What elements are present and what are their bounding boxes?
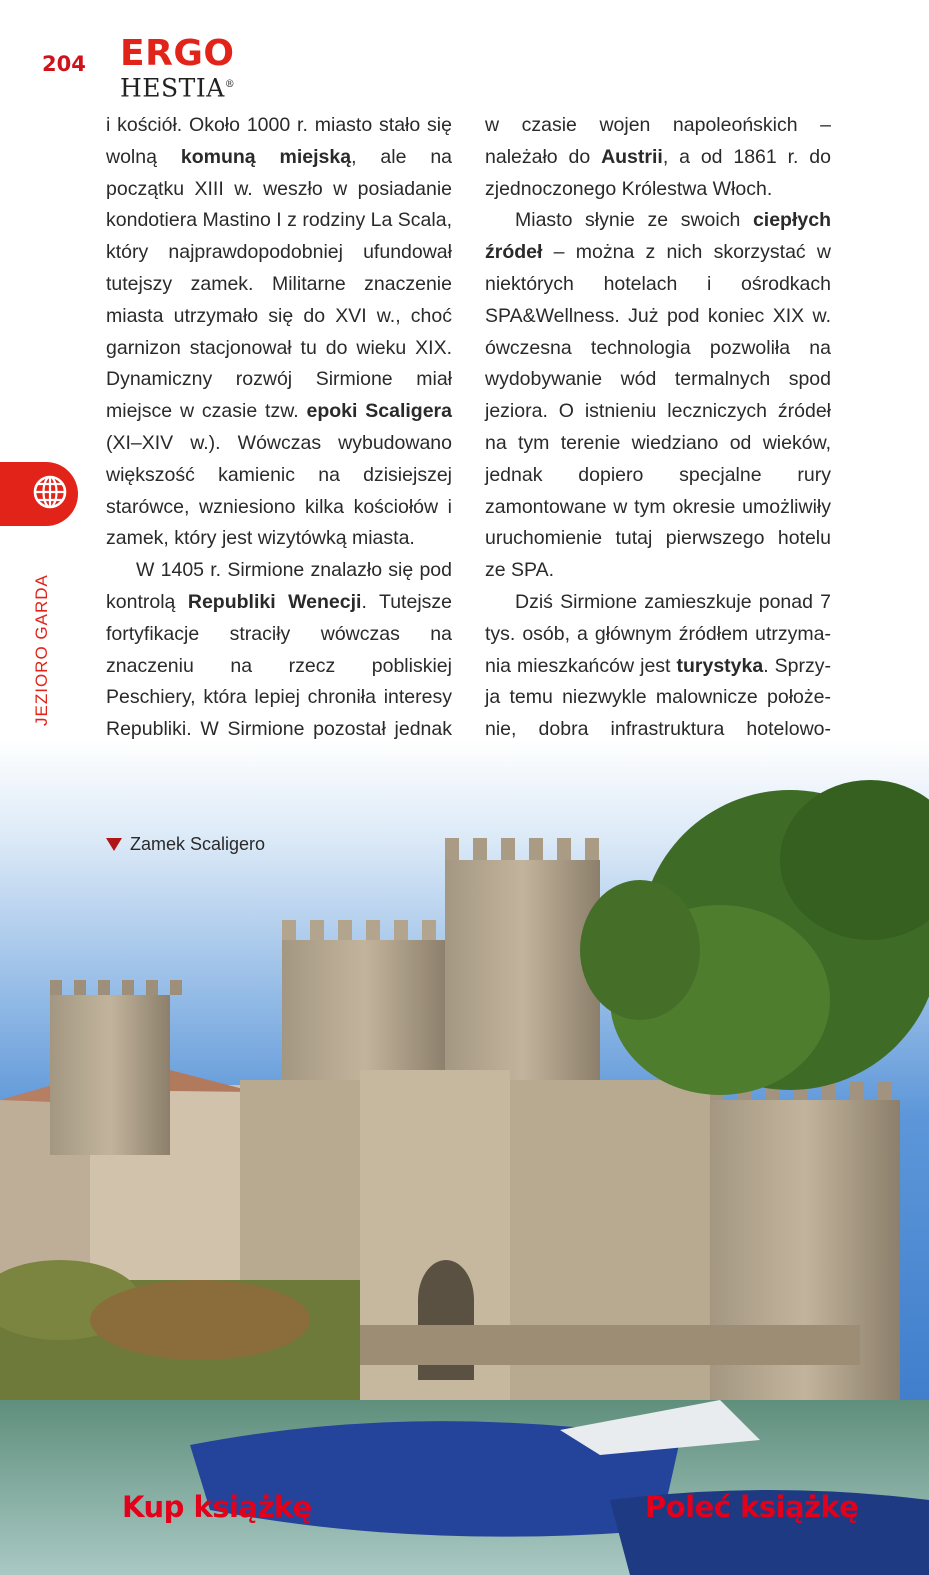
text-run: . Sprzyja temu niezwykle malownicze położenie, dobra infrastruktura hotelowo- [485, 654, 831, 741]
caption-marker-icon [106, 838, 122, 851]
bold-term: turystyka [676, 654, 764, 677]
sidebar-section-tab [0, 462, 78, 526]
ergo-hestia-logo [120, 33, 236, 103]
bold-term: Republiki Wenecji [187, 590, 362, 613]
text-run: – można z nich skorzystać w niektórych hotelach i ośrodkach SPA&Wellness. Już pod koniec XIX w. ówczesna technologia pozwoliła na wydobywanie wód termalnych spod jeziora. O istnieniu leczniczych źródeł na tym terenie wiedziano od wieków, jednak dopiero specjalne rury zamontowane w tym okresie umożliwiły uruchomienie tutaj pierwszego hotelu ze SPA. [485, 241, 831, 582]
bold-term: komuną miejską [180, 145, 352, 168]
text-column-right [485, 110, 831, 810]
logo-hestia-word: HESTIA [120, 73, 225, 103]
recommend-book-link[interactable]: Poleć książkę [645, 1490, 859, 1524]
caption-text: Zamek Scaligero [130, 834, 266, 854]
logo-hestia-text [120, 72, 235, 101]
text-run: Miasto słynie ze swoich [515, 209, 753, 232]
castle-photo [0, 740, 929, 1575]
bold-term: ciepłych źródeł [485, 209, 831, 264]
buy-book-link[interactable]: Kup książkę [122, 1490, 312, 1524]
text-run: , ale na początku XIII w. weszło w posiadanie kondotiera Mastino I z rodziny La Scala, który najprawdopodobniej ufundował tutejszy zamek. Militarne znaczenie miasta utrzymało się do XVI w., choć garnizon stacjonował tu do wieku XIX. Dynamiczny rozwój Sirmione miał miejsce w czasie tzw. [106, 145, 453, 423]
bold-term: epoki Scaligera [306, 400, 452, 423]
paragraph [106, 110, 452, 555]
text-run: (XI–XIV w.). Wówczas wybudowano większość kamienic na dzisiejszej starówce, wzniesiono kilka kościołów i zamek, który jest wizytówką miasta. [106, 431, 452, 550]
text-run: W 1405 r. Sirmione znalazło się pod kontrolą [106, 559, 452, 613]
text-column-left [106, 110, 452, 810]
registered-mark: ® [224, 79, 236, 90]
sidebar-chapter-label: JEZIORO GARDA [32, 574, 51, 726]
text-run: i kościół. Około 1000 r. miasto stało się wolną [106, 114, 452, 168]
text-run: . Tutejsze fortyfikacje straciły wówczas na znaczeniu na rzecz pobliskiej Peschiery, która lepiej chroniła interesy Republiki. W Sirmione pozostał jednak [106, 590, 452, 741]
photo-caption [106, 834, 265, 855]
text-run: , a od 1861 r. do zjednoczonego Królestwa Włoch. [485, 145, 831, 200]
globe-icon [32, 474, 68, 515]
text-run: w czasie wojen napoleońskich – należało do [485, 114, 831, 168]
logo-ergo-text: ERGO [120, 33, 235, 74]
paragraph [485, 205, 831, 587]
text-run: Dziś Sirmione zamieszkuje ponad 7 tys. osób, a głównym źródłem utrzymania mieszkańców jest [485, 590, 831, 677]
bold-term: Austrii [601, 145, 663, 168]
paragraph [485, 110, 831, 205]
page-number: 204 [42, 52, 86, 76]
